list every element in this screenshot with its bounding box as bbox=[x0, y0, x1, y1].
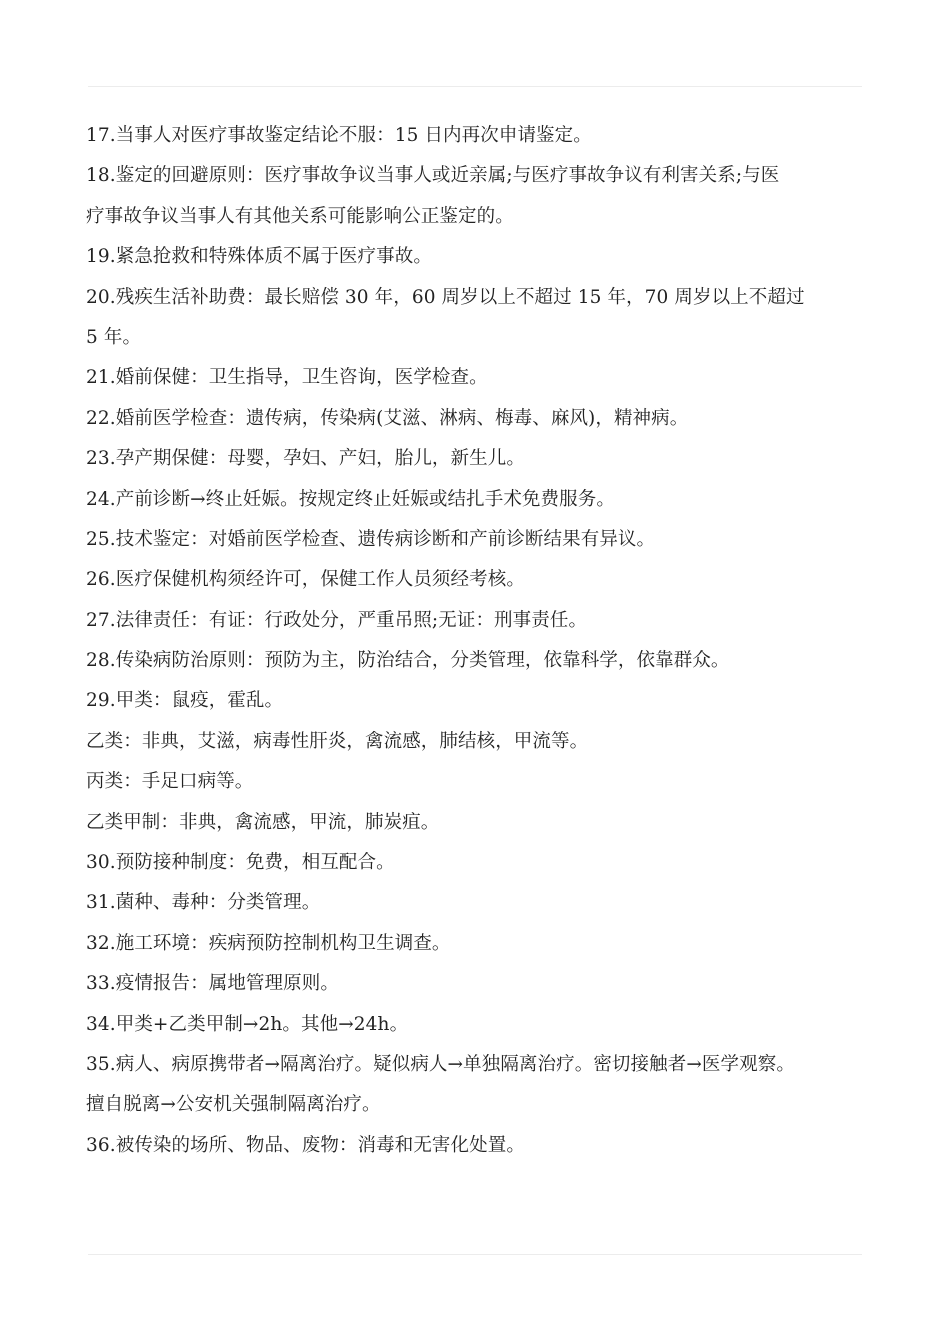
text-line: 34.甲类+乙类甲制→2h。其他→24h。 bbox=[86, 1013, 409, 1035]
text-line: 18.鉴定的回避原则：医疗事故争议当事人或近亲属;与医疗事故争议有利害关系;与医 bbox=[86, 165, 780, 187]
page-top-divider bbox=[88, 86, 862, 87]
text-line: 33.疫情报告：属地管理原则。 bbox=[86, 973, 339, 995]
text-line: 17.当事人对医疗事故鉴定结论不服：15 日内再次申请鉴定。 bbox=[86, 125, 592, 146]
text-line: 24.产前诊断→终止妊娠。按规定终止妊娠或结扎手术免费服务。 bbox=[86, 488, 615, 510]
text-line: 21.婚前保健：卫生指导，卫生咨询，医学检查。 bbox=[86, 367, 488, 389]
text-line: 36.被传染的场所、物品、废物：消毒和无害化处置。 bbox=[86, 1134, 525, 1156]
text-line: 22.婚前医学检查：遗传病，传染病(艾滋、淋病、梅毒、麻风)，精神病。 bbox=[86, 407, 689, 429]
text-line: 26.医疗保健机构须经许可，保健工作人员须经考核。 bbox=[86, 569, 525, 591]
text-line: 25.技术鉴定：对婚前医学检查、遗传病诊断和产前诊断结果有异议。 bbox=[86, 528, 656, 550]
text-line: 乙类甲制：非典，禽流感，甲流，肺炭疽。 bbox=[86, 811, 440, 833]
page-bottom-divider bbox=[88, 1254, 862, 1255]
text-line: 32.施工环境：疾病预防控制机构卫生调查。 bbox=[86, 932, 451, 954]
text-line: 35.病人、病原携带者→隔离治疗。疑似病人→单独隔离治疗。密切接触者→医学观察。 bbox=[86, 1053, 795, 1075]
text-line: 28.传染病防治原则：预防为主，防治结合，分类管理，依靠科学，依靠群众。 bbox=[86, 650, 730, 672]
text-line: 20.残疾生活补助费：最长赔偿 30 年，60 周岁以上不超过 15 年，70 周岁以上不超过 bbox=[86, 286, 805, 308]
text-line: 19.紧急抢救和特殊体质不属于医疗事故。 bbox=[86, 246, 432, 268]
text-line: 29.甲类：鼠疫，霍乱。 bbox=[86, 690, 284, 712]
document-body bbox=[86, 116, 886, 1166]
text-line: 27.法律责任：有证：行政处分，严重吊照;无证：刑事责任。 bbox=[86, 609, 588, 631]
text-line: 23.孕产期保健：母婴，孕妇、产妇，胎儿，新生儿。 bbox=[86, 448, 525, 470]
text-line: 31.菌种、毒种：分类管理。 bbox=[86, 892, 321, 914]
text-line: 疗事故争议当事人有其他关系可能影响公正鉴定的。 bbox=[86, 205, 514, 227]
text-line: 乙类：非典，艾滋，病毒性肝炎，禽流感，肺结核，甲流等。 bbox=[86, 730, 589, 752]
text-line: 30.预防接种制度：免费，相互配合。 bbox=[86, 852, 395, 874]
text-line: 擅自脱离→公安机关强制隔离治疗。 bbox=[86, 1094, 381, 1116]
text-line: 丙类：手足口病等。 bbox=[86, 771, 254, 793]
text-line: 5 年。 bbox=[86, 326, 142, 348]
